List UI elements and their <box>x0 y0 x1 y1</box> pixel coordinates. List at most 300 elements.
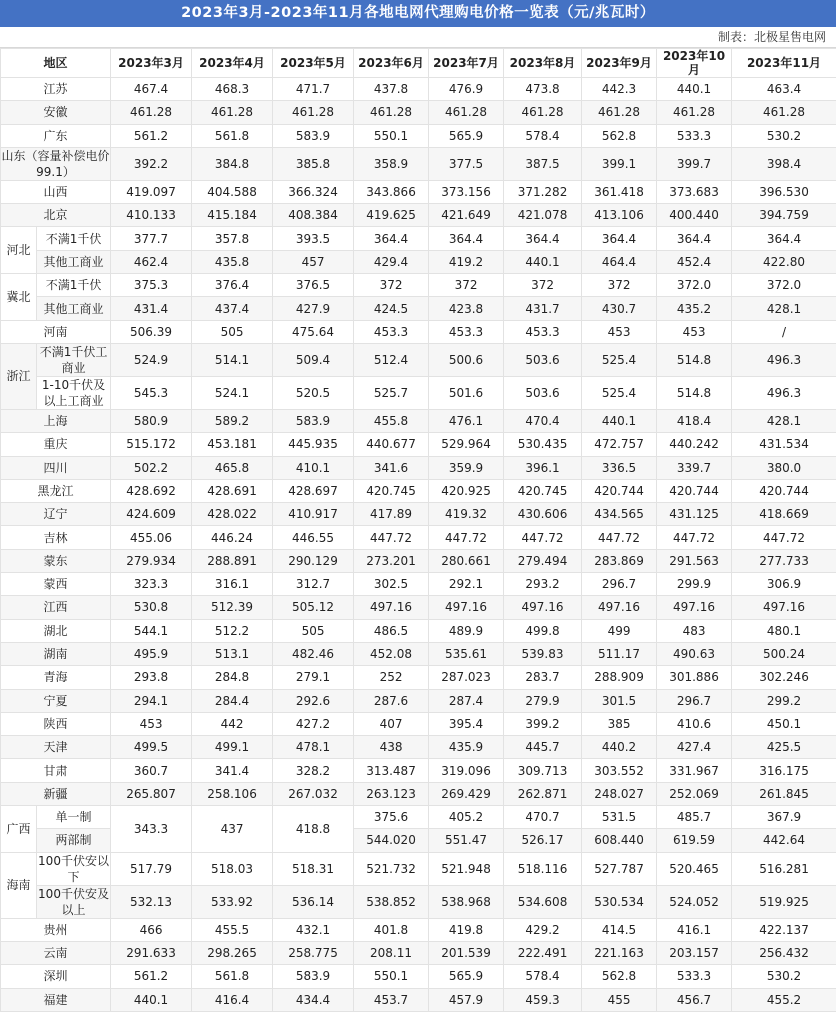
price-cell: 608.440 <box>582 829 657 852</box>
price-cell: 485.7 <box>657 806 732 829</box>
price-cell: 343.3 <box>111 806 192 853</box>
price-cell: 562.8 <box>582 965 657 988</box>
price-cell: 393.5 <box>273 227 354 250</box>
price-cell: 273.201 <box>354 549 429 572</box>
price-cell: 521.732 <box>354 852 429 885</box>
price-cell: 495.9 <box>111 642 192 665</box>
price-cell: 440.242 <box>657 433 732 456</box>
price-cell: 428.1 <box>732 409 836 432</box>
price-cell: 258.106 <box>192 782 273 805</box>
price-cell: 290.129 <box>273 549 354 572</box>
price-cell: 530.435 <box>504 433 582 456</box>
price-cell: 339.7 <box>657 456 732 479</box>
price-cell: 583.9 <box>273 409 354 432</box>
price-cell: 410.917 <box>273 503 354 526</box>
price-cell: 497.16 <box>732 596 836 619</box>
region-cell: 蒙东 <box>1 549 111 572</box>
price-cell: 512.2 <box>192 619 273 642</box>
price-cell: 407 <box>354 712 429 735</box>
price-cell: 435.8 <box>192 250 273 273</box>
price-cell: 248.027 <box>582 782 657 805</box>
table-row <box>1 526 836 549</box>
price-cell: 376.4 <box>192 274 273 297</box>
price-cell: 323.3 <box>111 573 192 596</box>
region-group-cell: 河北 <box>1 227 37 274</box>
price-cell: 367.9 <box>732 806 836 829</box>
price-cell: 455.2 <box>732 988 836 1011</box>
price-cell: 372 <box>429 274 504 297</box>
price-cell: 447.72 <box>429 526 504 549</box>
price-cell: 364.4 <box>504 227 582 250</box>
table-body <box>1 78 836 1012</box>
price-cell: 375.3 <box>111 274 192 297</box>
price-cell: 424.5 <box>354 297 429 320</box>
price-cell: 437.8 <box>354 78 429 101</box>
region-cell: 贵州 <box>1 918 111 941</box>
price-cell: 298.265 <box>192 941 273 964</box>
price-cell: 505 <box>273 619 354 642</box>
price-cell: 462.4 <box>111 250 192 273</box>
price-cell: 294.1 <box>111 689 192 712</box>
price-cell: 435.2 <box>657 297 732 320</box>
region-cell: 陕西 <box>1 712 111 735</box>
price-cell: 440.1 <box>111 988 192 1011</box>
price-cell: 301.886 <box>657 666 732 689</box>
price-cell: 502.2 <box>111 456 192 479</box>
price-cell: 434.565 <box>582 503 657 526</box>
price-cell: 422.137 <box>732 918 836 941</box>
region-cell: 青海 <box>1 666 111 689</box>
price-cell: 440.1 <box>504 250 582 273</box>
price-cell: 357.8 <box>192 227 273 250</box>
price-cell: 475.64 <box>273 320 354 343</box>
price-cell: 524.9 <box>111 343 192 376</box>
price-cell: 387.5 <box>504 147 582 180</box>
price-cell: 453.3 <box>354 320 429 343</box>
price-cell: 430.7 <box>582 297 657 320</box>
region-cell: 湖北 <box>1 619 111 642</box>
price-cell: 619.59 <box>657 829 732 852</box>
price-cell: 377.7 <box>111 227 192 250</box>
region-cell: 广东 <box>1 124 111 147</box>
price-cell: 497.16 <box>582 596 657 619</box>
price-cell: 417.89 <box>354 503 429 526</box>
price-cell: 405.2 <box>429 806 504 829</box>
price-cell: 404.588 <box>192 180 273 203</box>
region-cell: 深圳 <box>1 965 111 988</box>
price-cell: 461.28 <box>504 101 582 124</box>
price-cell: 261.845 <box>732 782 836 805</box>
table-row <box>1 456 836 479</box>
price-cell: 580.9 <box>111 409 192 432</box>
price-cell: 461.28 <box>657 101 732 124</box>
price-cell: 431.7 <box>504 297 582 320</box>
price-cell: 476.1 <box>429 409 504 432</box>
price-cell: 447.72 <box>504 526 582 549</box>
price-cell: 535.61 <box>429 642 504 665</box>
price-cell: 442.64 <box>732 829 836 852</box>
price-cell: 497.16 <box>657 596 732 619</box>
price-cell: 437 <box>192 806 273 853</box>
price-cell: 550.1 <box>354 124 429 147</box>
price-cell: 410.133 <box>111 204 192 227</box>
price-cell: 279.934 <box>111 549 192 572</box>
region-cell: 湖南 <box>1 642 111 665</box>
price-cell: 499.8 <box>504 619 582 642</box>
price-cell: 544.1 <box>111 619 192 642</box>
price-cell: 312.7 <box>273 573 354 596</box>
price-cell: 385 <box>582 712 657 735</box>
table-row <box>1 503 836 526</box>
price-cell: 497.16 <box>504 596 582 619</box>
price-cell: 447.72 <box>354 526 429 549</box>
table-row <box>1 297 836 320</box>
price-cell: 533.3 <box>657 965 732 988</box>
table-row <box>1 180 836 203</box>
price-cell: 292.6 <box>273 689 354 712</box>
table-row <box>1 885 836 918</box>
price-cell: 413.106 <box>582 204 657 227</box>
price-cell: 420.744 <box>732 479 836 502</box>
region-group-cell: 广西 <box>1 806 37 853</box>
price-cell: 503.6 <box>504 376 582 409</box>
price-cell: 506.39 <box>111 320 192 343</box>
price-cell: 440.1 <box>582 409 657 432</box>
subregion-cell: 不满1千伏 <box>37 227 111 250</box>
region-cell: 河南 <box>1 320 111 343</box>
region-cell: 江西 <box>1 596 111 619</box>
price-cell: 470.4 <box>504 409 582 432</box>
price-cell: 380.0 <box>732 456 836 479</box>
table-row <box>1 642 836 665</box>
region-cell: 宁夏 <box>1 689 111 712</box>
price-cell: 480.1 <box>732 619 836 642</box>
table-row <box>1 433 836 456</box>
table-row <box>1 573 836 596</box>
price-cell: 313.487 <box>354 759 429 782</box>
table-row <box>1 712 836 735</box>
price-cell: 533.92 <box>192 885 273 918</box>
price-cell: 446.24 <box>192 526 273 549</box>
price-cell: 375.6 <box>354 806 429 829</box>
table-row <box>1 250 836 273</box>
price-cell: 267.032 <box>273 782 354 805</box>
price-cell: 521.948 <box>429 852 504 885</box>
table-row <box>1 479 836 502</box>
price-cell: 511.17 <box>582 642 657 665</box>
price-cell: 252 <box>354 666 429 689</box>
price-cell: 385.8 <box>273 147 354 180</box>
price-cell: 287.6 <box>354 689 429 712</box>
price-cell: 526.17 <box>504 829 582 852</box>
price-cell: 472.757 <box>582 433 657 456</box>
subregion-cell: 不满1千伏工商业 <box>37 343 111 376</box>
price-cell: 394.759 <box>732 204 836 227</box>
price-cell: 419.8 <box>429 918 504 941</box>
price-cell: 424.609 <box>111 503 192 526</box>
price-cell: 372 <box>504 274 582 297</box>
price-cell: 453 <box>657 320 732 343</box>
price-cell: 455.5 <box>192 918 273 941</box>
price-cell: 446.55 <box>273 526 354 549</box>
price-cell: 565.9 <box>429 965 504 988</box>
price-cell: 565.9 <box>429 124 504 147</box>
price-cell: 288.909 <box>582 666 657 689</box>
price-cell: 499.5 <box>111 736 192 759</box>
table-row <box>1 806 836 829</box>
price-cell: 520.465 <box>657 852 732 885</box>
header-month: 2023年3月 <box>111 49 192 78</box>
price-cell: 293.8 <box>111 666 192 689</box>
price-cell: 531.5 <box>582 806 657 829</box>
price-cell: 427.2 <box>273 712 354 735</box>
price-cell: 283.7 <box>504 666 582 689</box>
price-cell: 455 <box>582 988 657 1011</box>
price-cell: 497.16 <box>354 596 429 619</box>
price-cell: 302.246 <box>732 666 836 689</box>
region-cell: 吉林 <box>1 526 111 549</box>
price-cell: 372 <box>354 274 429 297</box>
table-row <box>1 988 836 1011</box>
region-cell: 蒙西 <box>1 573 111 596</box>
price-cell: 471.7 <box>273 78 354 101</box>
subregion-cell: 两部制 <box>37 829 111 852</box>
price-cell: 208.11 <box>354 941 429 964</box>
price-cell: 452.4 <box>657 250 732 273</box>
price-cell: 551.47 <box>429 829 504 852</box>
price-cell: 341.4 <box>192 759 273 782</box>
price-cell: 428.1 <box>732 297 836 320</box>
price-cell: 418.8 <box>273 806 354 853</box>
price-cell: 520.5 <box>273 376 354 409</box>
header-month: 2023年10月 <box>657 49 732 78</box>
table-row <box>1 147 836 180</box>
table-row <box>1 666 836 689</box>
price-cell: 505.12 <box>273 596 354 619</box>
price-cell: 476.9 <box>429 78 504 101</box>
header-month: 2023年5月 <box>273 49 354 78</box>
price-cell: 496.3 <box>732 343 836 376</box>
price-cell: 410.1 <box>273 456 354 479</box>
price-cell: 341.6 <box>354 456 429 479</box>
region-cell: 甘肃 <box>1 759 111 782</box>
table-row <box>1 689 836 712</box>
price-cell: 400.440 <box>657 204 732 227</box>
price-cell: 468.3 <box>192 78 273 101</box>
price-cell: 518.03 <box>192 852 273 885</box>
region-group-cell: 冀北 <box>1 274 37 321</box>
price-cell: 415.184 <box>192 204 273 227</box>
price-cell: 534.608 <box>504 885 582 918</box>
price-cell: 361.418 <box>582 180 657 203</box>
price-cell: 499.1 <box>192 736 273 759</box>
price-cell: 455.06 <box>111 526 192 549</box>
table-row <box>1 759 836 782</box>
price-cell: 316.1 <box>192 573 273 596</box>
price-cell: 419.097 <box>111 180 192 203</box>
subregion-cell: 其他工商业 <box>37 250 111 273</box>
subregion-cell: 1-10千伏及以上工商业 <box>37 376 111 409</box>
price-cell: 447.72 <box>732 526 836 549</box>
price-cell: 442 <box>192 712 273 735</box>
subregion-cell: 单一制 <box>37 806 111 829</box>
table-title: 2023年3月-2023年11月各地电网代理购电价格一览表（元/兆瓦时） <box>0 0 836 27</box>
price-cell: 544.020 <box>354 829 429 852</box>
price-cell: 262.871 <box>504 782 582 805</box>
price-cell: 222.491 <box>504 941 582 964</box>
price-cell: 461.28 <box>192 101 273 124</box>
price-cell: 536.14 <box>273 885 354 918</box>
price-cell: 499 <box>582 619 657 642</box>
price-cell: / <box>732 320 836 343</box>
price-cell: 503.6 <box>504 343 582 376</box>
price-cell: 399.7 <box>657 147 732 180</box>
price-cell: 459.3 <box>504 988 582 1011</box>
price-cell: 432.1 <box>273 918 354 941</box>
price-cell: 525.4 <box>582 343 657 376</box>
price-cell: 500.6 <box>429 343 504 376</box>
price-cell: 497.16 <box>429 596 504 619</box>
price-cell: 256.432 <box>732 941 836 964</box>
price-cell: 529.964 <box>429 433 504 456</box>
price-cell: 470.7 <box>504 806 582 829</box>
price-cell: 336.5 <box>582 456 657 479</box>
table-row <box>1 274 836 297</box>
price-cell: 384.8 <box>192 147 273 180</box>
price-cell: 501.6 <box>429 376 504 409</box>
price-cell: 399.2 <box>504 712 582 735</box>
price-cell: 453.3 <box>429 320 504 343</box>
price-cell: 583.9 <box>273 124 354 147</box>
region-cell: 上海 <box>1 409 111 432</box>
price-cell: 287.023 <box>429 666 504 689</box>
price-cell: 514.8 <box>657 376 732 409</box>
price-cell: 269.429 <box>429 782 504 805</box>
price-cell: 456.7 <box>657 988 732 1011</box>
price-cell: 277.733 <box>732 549 836 572</box>
price-cell: 483 <box>657 619 732 642</box>
price-cell: 316.175 <box>732 759 836 782</box>
price-cell: 431.534 <box>732 433 836 456</box>
price-cell: 561.2 <box>111 124 192 147</box>
price-cell: 283.869 <box>582 549 657 572</box>
price-cell: 452.08 <box>354 642 429 665</box>
price-cell: 258.775 <box>273 941 354 964</box>
price-cell: 525.4 <box>582 376 657 409</box>
table-row <box>1 852 836 885</box>
price-cell: 284.4 <box>192 689 273 712</box>
price-cell: 408.384 <box>273 204 354 227</box>
table-row <box>1 619 836 642</box>
price-cell: 279.494 <box>504 549 582 572</box>
price-cell: 371.282 <box>504 180 582 203</box>
price-cell: 525.7 <box>354 376 429 409</box>
price-cell: 455.8 <box>354 409 429 432</box>
region-cell: 黑龙江 <box>1 479 111 502</box>
price-cell: 372 <box>582 274 657 297</box>
price-cell: 302.5 <box>354 573 429 596</box>
price-cell: 583.9 <box>273 965 354 988</box>
price-cell: 461.28 <box>429 101 504 124</box>
region-cell: 辽宁 <box>1 503 111 526</box>
price-cell: 428.697 <box>273 479 354 502</box>
price-cell: 398.4 <box>732 147 836 180</box>
price-cell: 425.5 <box>732 736 836 759</box>
region-group-cell: 海南 <box>1 852 37 918</box>
table-credit: 制表：北极星售电网 <box>0 27 836 48</box>
table-row <box>1 376 836 409</box>
price-cell: 437.4 <box>192 297 273 320</box>
price-cell: 545.3 <box>111 376 192 409</box>
region-group-cell: 浙江 <box>1 343 37 409</box>
price-cell: 440.677 <box>354 433 429 456</box>
price-cell: 364.4 <box>732 227 836 250</box>
price-cell: 538.968 <box>429 885 504 918</box>
subregion-cell: 100千伏安及以上 <box>38 886 109 917</box>
price-cell: 221.163 <box>582 941 657 964</box>
price-cell: 447.72 <box>582 526 657 549</box>
price-cell: 438 <box>354 736 429 759</box>
price-cell: 466 <box>111 918 192 941</box>
price-cell: 419.32 <box>429 503 504 526</box>
price-cell: 395.4 <box>429 712 504 735</box>
price-cell: 401.8 <box>354 918 429 941</box>
price-cell: 203.157 <box>657 941 732 964</box>
subregion-cell: 不满1千伏 <box>37 274 111 297</box>
price-cell: 319.096 <box>429 759 504 782</box>
price-cell: 423.8 <box>429 297 504 320</box>
price-cell: 376.5 <box>273 274 354 297</box>
price-cell: 461.28 <box>582 101 657 124</box>
price-cell: 429.4 <box>354 250 429 273</box>
header-row <box>1 49 836 78</box>
price-table <box>0 48 836 1012</box>
price-cell: 435.9 <box>429 736 504 759</box>
price-cell: 457 <box>273 250 354 273</box>
header-month: 2023年4月 <box>192 49 273 78</box>
price-cell: 464.4 <box>582 250 657 273</box>
price-cell: 530.8 <box>111 596 192 619</box>
price-cell: 364.4 <box>354 227 429 250</box>
price-cell: 431.4 <box>111 297 192 320</box>
price-cell: 418.4 <box>657 409 732 432</box>
price-cell: 364.4 <box>429 227 504 250</box>
price-cell: 482.46 <box>273 642 354 665</box>
price-cell: 309.713 <box>504 759 582 782</box>
price-cell: 478.1 <box>273 736 354 759</box>
price-cell: 453 <box>111 712 192 735</box>
table-row <box>1 596 836 619</box>
price-cell: 463.4 <box>732 78 836 101</box>
price-cell: 516.281 <box>732 852 836 885</box>
price-cell: 427.4 <box>657 736 732 759</box>
region-cell: 天津 <box>1 736 111 759</box>
price-cell: 331.967 <box>657 759 732 782</box>
price-cell: 533.3 <box>657 124 732 147</box>
price-cell: 420.745 <box>354 479 429 502</box>
price-cell: 265.807 <box>111 782 192 805</box>
price-cell: 513.1 <box>192 642 273 665</box>
price-cell: 288.891 <box>192 549 273 572</box>
price-cell: 518.31 <box>273 852 354 885</box>
table-row <box>1 409 836 432</box>
price-cell: 263.123 <box>354 782 429 805</box>
table-row <box>1 320 836 343</box>
price-cell: 561.8 <box>192 965 273 988</box>
price-cell: 419.2 <box>429 250 504 273</box>
price-cell: 434.4 <box>273 988 354 1011</box>
price-cell: 410.6 <box>657 712 732 735</box>
